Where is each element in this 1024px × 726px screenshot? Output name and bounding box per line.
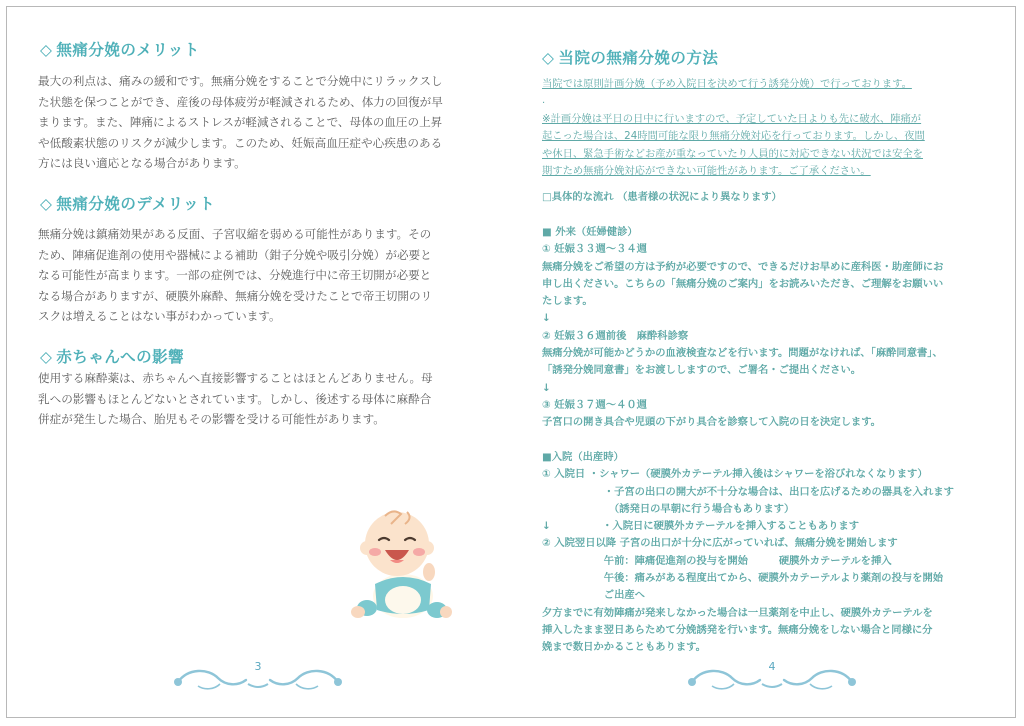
flow-line: ② 入院翌日以降 子宮の出口が十分に広がっていれば、無痛分娩を開始します	[542, 537, 898, 550]
flow-line: 無痛分娩をご希望の方は予約が必要ですので、できるだけお早めに産科医・助産師にお	[542, 260, 944, 273]
section-heading-demerit: ◇ 無痛分娩のデメリット	[40, 195, 216, 213]
text-line: 無痛分娩は鎮痛効果がある反面、子宮収縮を弱める可能性があります。その	[38, 227, 432, 241]
flow-line: 午後：痛みがある程度出てから、硬膜外カテーテルより薬剤の投与を開始	[542, 572, 944, 585]
note-line: や休日、緊急手術などお産が重なっていたり人員的に対応できない状況では安全を	[542, 147, 923, 160]
note-line: 期すため無痛分娩対応ができない可能性があります。ご了承ください。	[542, 164, 871, 177]
text-line: た状態を保つことができ、産後の母体疲労が軽減されるため、体力の回復が早	[38, 94, 443, 109]
notice-line: 当院では原則計画分娩（予め入院日を決めて行う誘発分娩）で行っております。	[542, 78, 912, 90]
flow-line: 「誘発分娩同意書」をお渡ししますので、ご署名・ご提出ください。	[542, 364, 861, 377]
text-line: 方には良い適応となる場合があります。	[38, 156, 246, 171]
flow-line: ・子宮の出口の開大が不十分な場合は、出口を広げるための器具を入れます	[542, 485, 954, 498]
flow-line: ② 妊娠３６週前後 麻酔科診察	[542, 329, 689, 342]
text-line: 最大の利点は、痛みの緩和です。無痛分娩をすることで分娩中にリラックスし	[38, 74, 443, 88]
flow-line: ③ 妊娠３７週～４０週	[542, 398, 647, 411]
flow-line: ① 入院日 ・シャワー（硬膜外カテーテル挿入後はシャワーを浴びれなくなります）	[542, 468, 928, 481]
flow-line: ご出産へ	[542, 589, 645, 602]
arrow-line: ↓	[542, 381, 551, 394]
flow-line: ① 妊娠３３週～３４週	[542, 243, 647, 256]
diamond-icon: ◇	[40, 348, 53, 366]
section-heading-method: ◇ 当院の無痛分娩の方法	[542, 49, 719, 67]
text-line: なる可能性が高まります。一部の症例では、分娩進行中に帝王切開が必要と	[38, 268, 432, 283]
notice-dot: .	[542, 95, 546, 106]
flow-line: 無痛分娩が可能かどうかの血液検査などを行います。問題がなければ、「麻酔同意書」、	[542, 347, 943, 360]
flow-line: 子宮口の開き具合や児頭の下がり具合を診察して入院の日を決定します。	[542, 416, 881, 429]
flow-line: ↓ ・入院日に硬膜外カテーテルを挿入することもあります	[542, 520, 860, 533]
baby-effect-paragraph	[38, 368, 433, 430]
arrow-line: ↓	[542, 312, 551, 325]
flow-line: 午前：陣痛促進剤の投与を開始 硬膜外カテーテルを挿入	[542, 554, 892, 567]
flow-line: たします。	[542, 295, 593, 308]
page-number: 3	[254, 660, 262, 673]
flow-line: 申し出ください。こちらの「無痛分娩のご案内」をお読みいただき、ご理解をお願いい	[542, 277, 944, 290]
admission-block	[542, 449, 954, 657]
diamond-icon: ◇	[542, 49, 555, 67]
baby-illustration	[345, 500, 455, 630]
text-line: なる場合がありますが、硬膜外麻酔、無痛分娩を受けたことで帝王切開のリ	[38, 288, 433, 303]
flow-line: 夕方までに有効陣痛が発来しなかった場合は一旦薬剤を中止し、硬膜外カテーテルを	[542, 606, 933, 619]
text-line: スクは増えることはない事がわかっています。	[38, 309, 281, 324]
section-heading-baby-effect: ◇ 赤ちゃんへの影響	[40, 348, 185, 366]
text-line: や低酸素状態のリスクが減少します。このため、妊娠高血圧症や心疾患のある	[38, 135, 443, 150]
page-number: 4	[768, 660, 776, 673]
section-heading-merit: ◇ 無痛分娩のメリット	[40, 41, 200, 59]
right-page	[512, 0, 1024, 726]
note-line: ※計画分娩は平日の日中に行いますので、予定していた日よりも先に破水、陣痛が	[542, 113, 922, 125]
flow-line: （誘発日の早朝に行う場合もあります）	[542, 502, 795, 515]
merit-paragraph	[38, 71, 443, 174]
flow-line: 挿入したまま翌日あらためて分娩誘発を行います。無痛分娩をしない場合と同様に分	[542, 623, 933, 636]
outpatient-block	[542, 224, 943, 432]
note-line: 起こった場合は、24時間可能な限り無痛分娩対応を行っております。しかし、夜間	[542, 130, 925, 143]
demerit-paragraph	[38, 224, 432, 327]
diamond-icon: ◇	[40, 41, 53, 59]
diamond-icon: ◇	[40, 195, 53, 213]
text-line: まります。また、陣痛によるストレスが軽減されることで、母体の血圧の上昇	[38, 115, 443, 130]
notice-block	[542, 76, 912, 93]
note-block	[542, 111, 925, 180]
flow-line: ■ 外来（妊婦健診）	[542, 226, 638, 238]
flow-title: □具体的な流れ （患者様の状況により異なります）	[542, 191, 782, 203]
text-line: 併症が発生した場合、胎児もその影響を受ける可能性があります。	[38, 412, 385, 427]
text-line: 乳への影響もほとんどないとされています。しかし、後述する母体に麻酔合	[38, 391, 432, 406]
text-line: 使用する麻酔薬は、赤ちゃんへ直接影響することはほとんどありません。母	[38, 371, 433, 385]
flow-line: 娩まで数日かかることもあります。	[542, 641, 706, 654]
text-line: ため、陣痛促進剤の使用や器械による補助（鉗子分娩や吸引分娩）が必要と	[38, 247, 432, 262]
flow-line: ■入院（出産時）	[542, 451, 624, 463]
